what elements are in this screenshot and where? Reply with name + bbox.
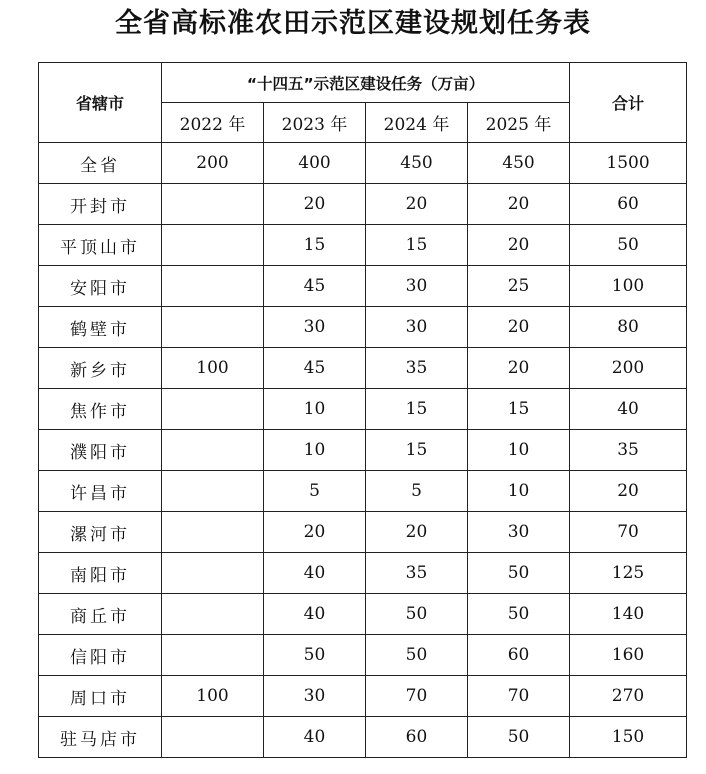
year-2024-cell: 20 bbox=[366, 184, 468, 225]
year-2023-cell: 45 bbox=[264, 348, 366, 389]
city-cell: 焦作市 bbox=[39, 389, 162, 430]
city-cell: 周口市 bbox=[39, 676, 162, 717]
total-cell: 20 bbox=[570, 471, 687, 512]
year-2023-cell: 15 bbox=[264, 225, 366, 266]
year-2024-cell: 50 bbox=[366, 594, 468, 635]
total-cell: 140 bbox=[570, 594, 687, 635]
header-total: 合计 bbox=[570, 63, 687, 143]
total-cell: 70 bbox=[570, 512, 687, 553]
year-2023-cell: 40 bbox=[264, 553, 366, 594]
year-2024-cell: 30 bbox=[366, 307, 468, 348]
city-cell: 鹤壁市 bbox=[39, 307, 162, 348]
table-row bbox=[39, 430, 687, 471]
table-row bbox=[39, 594, 687, 635]
year-2025-cell: 10 bbox=[468, 430, 570, 471]
year-2023-cell: 30 bbox=[264, 307, 366, 348]
year-2023-cell: 10 bbox=[264, 389, 366, 430]
city-cell: 商丘市 bbox=[39, 594, 162, 635]
year-2022-cell bbox=[162, 717, 264, 758]
table-row bbox=[39, 553, 687, 594]
year-2024-cell: 5 bbox=[366, 471, 468, 512]
table-row bbox=[39, 635, 687, 676]
city-cell: 信阳市 bbox=[39, 635, 162, 676]
year-2025-cell: 70 bbox=[468, 676, 570, 717]
total-cell: 50 bbox=[570, 225, 687, 266]
table-row bbox=[39, 266, 687, 307]
header-row bbox=[39, 63, 687, 103]
header-year-2025: 2025 年 bbox=[468, 103, 570, 143]
year-2025-cell: 10 bbox=[468, 471, 570, 512]
year-2023-cell: 20 bbox=[264, 512, 366, 553]
header-year-2022: 2022 年 bbox=[162, 103, 264, 143]
total-cell: 100 bbox=[570, 266, 687, 307]
table-row bbox=[39, 143, 687, 184]
year-2022-cell bbox=[162, 389, 264, 430]
year-2024-cell: 15 bbox=[366, 225, 468, 266]
year-2024-cell: 70 bbox=[366, 676, 468, 717]
year-2025-cell: 20 bbox=[468, 307, 570, 348]
year-2025-cell: 15 bbox=[468, 389, 570, 430]
year-2024-cell: 35 bbox=[366, 348, 468, 389]
year-2022-cell bbox=[162, 307, 264, 348]
year-2024-cell: 30 bbox=[366, 266, 468, 307]
total-cell: 270 bbox=[570, 676, 687, 717]
header-year-2024: 2024 年 bbox=[366, 103, 468, 143]
city-cell: 安阳市 bbox=[39, 266, 162, 307]
total-cell: 35 bbox=[570, 430, 687, 471]
table-row bbox=[39, 676, 687, 717]
total-cell: 160 bbox=[570, 635, 687, 676]
year-2023-cell: 40 bbox=[264, 594, 366, 635]
total-cell: 150 bbox=[570, 717, 687, 758]
year-2022-cell bbox=[162, 471, 264, 512]
year-2025-cell: 50 bbox=[468, 594, 570, 635]
year-2023-cell: 50 bbox=[264, 635, 366, 676]
table-row bbox=[39, 307, 687, 348]
table-row bbox=[39, 512, 687, 553]
city-cell: 许昌市 bbox=[39, 471, 162, 512]
year-2025-cell: 50 bbox=[468, 553, 570, 594]
year-2022-cell: 100 bbox=[162, 348, 264, 389]
year-2022-cell: 100 bbox=[162, 676, 264, 717]
header-task-group: “十四五”示范区建设任务（万亩） bbox=[162, 63, 570, 103]
table-row bbox=[39, 471, 687, 512]
year-2023-cell: 20 bbox=[264, 184, 366, 225]
year-2024-cell: 50 bbox=[366, 635, 468, 676]
city-cell: 全省 bbox=[39, 143, 162, 184]
year-2022-cell bbox=[162, 553, 264, 594]
header-year-2023: 2023 年 bbox=[264, 103, 366, 143]
table-row bbox=[39, 225, 687, 266]
year-2024-cell: 15 bbox=[366, 389, 468, 430]
total-cell: 40 bbox=[570, 389, 687, 430]
year-2023-cell: 10 bbox=[264, 430, 366, 471]
year-2022-cell bbox=[162, 635, 264, 676]
planning-table bbox=[38, 62, 687, 758]
year-2025-cell: 60 bbox=[468, 635, 570, 676]
year-2025-cell: 450 bbox=[468, 143, 570, 184]
year-2022-cell bbox=[162, 225, 264, 266]
year-2025-cell: 25 bbox=[468, 266, 570, 307]
page-title: 全省高标准农田示范区建设规划任务表 bbox=[115, 8, 591, 39]
year-2024-cell: 20 bbox=[366, 512, 468, 553]
year-2022-cell bbox=[162, 266, 264, 307]
total-cell: 80 bbox=[570, 307, 687, 348]
year-2025-cell: 20 bbox=[468, 225, 570, 266]
header-city: 省辖市 bbox=[39, 63, 162, 143]
table-row bbox=[39, 348, 687, 389]
year-2023-cell: 5 bbox=[264, 471, 366, 512]
year-2022-cell: 200 bbox=[162, 143, 264, 184]
year-2022-cell bbox=[162, 512, 264, 553]
table-body bbox=[39, 143, 687, 758]
table-row bbox=[39, 389, 687, 430]
year-2023-cell: 400 bbox=[264, 143, 366, 184]
year-2022-cell bbox=[162, 430, 264, 471]
city-cell: 漯河市 bbox=[39, 512, 162, 553]
year-2023-cell: 40 bbox=[264, 717, 366, 758]
total-cell: 60 bbox=[570, 184, 687, 225]
year-2025-cell: 20 bbox=[468, 348, 570, 389]
total-cell: 1500 bbox=[570, 143, 687, 184]
table-row bbox=[39, 184, 687, 225]
city-cell: 开封市 bbox=[39, 184, 162, 225]
year-2025-cell: 30 bbox=[468, 512, 570, 553]
city-cell: 驻马店市 bbox=[39, 717, 162, 758]
year-2023-cell: 45 bbox=[264, 266, 366, 307]
table-row bbox=[39, 717, 687, 758]
year-2022-cell bbox=[162, 594, 264, 635]
year-2024-cell: 60 bbox=[366, 717, 468, 758]
year-2024-cell: 15 bbox=[366, 430, 468, 471]
year-2025-cell: 20 bbox=[468, 184, 570, 225]
year-2025-cell: 50 bbox=[468, 717, 570, 758]
total-cell: 125 bbox=[570, 553, 687, 594]
year-2023-cell: 30 bbox=[264, 676, 366, 717]
city-cell: 南阳市 bbox=[39, 553, 162, 594]
city-cell: 濮阳市 bbox=[39, 430, 162, 471]
year-2024-cell: 450 bbox=[366, 143, 468, 184]
total-cell: 200 bbox=[570, 348, 687, 389]
city-cell: 新乡市 bbox=[39, 348, 162, 389]
year-2022-cell bbox=[162, 184, 264, 225]
city-cell: 平顶山市 bbox=[39, 225, 162, 266]
year-2024-cell: 35 bbox=[366, 553, 468, 594]
